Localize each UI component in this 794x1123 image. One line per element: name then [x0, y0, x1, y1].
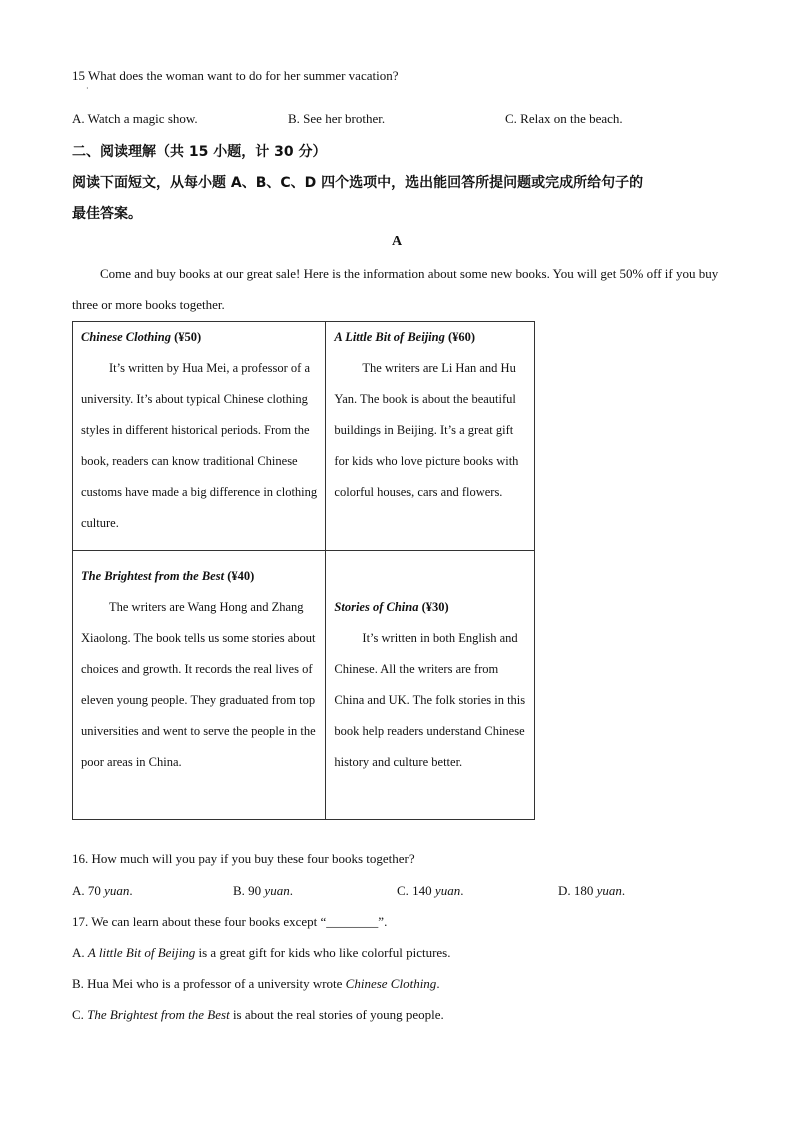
passage-intro: Come and buy books at our great sale! Here is the information about some new books. You will get 50% off if you buy three or more books together. — [72, 266, 719, 312]
book-cell-brightest-from-best — [73, 551, 326, 820]
book-cell-stories-of-china — [326, 551, 535, 820]
q16-option-c: C. 140 yuan. — [397, 883, 464, 898]
answer-blank: ________ — [326, 914, 379, 929]
q17-option-c: C. The Brightest from the Best is about the real stories of young people. — [72, 1007, 444, 1022]
q15-option-b: B. See her brother. — [288, 111, 386, 126]
book-price: (¥30) — [418, 600, 449, 614]
q16-option-d: D. 180 yuan. — [558, 883, 626, 898]
book-title: Chinese Clothing — [81, 330, 171, 344]
books-table — [72, 321, 535, 820]
q16-stem: 16. How much will you pay if you buy these four books together? — [72, 851, 415, 866]
book-title: A Little Bit of Beijing — [334, 330, 445, 344]
passage-label: A — [391, 234, 403, 249]
q17-option-b: B. Hua Mei who is a professor of a university wrote Chinese Clothing. — [72, 976, 440, 991]
book-title: Stories of China — [334, 600, 419, 614]
book-description: It’s written by Hua Mei, a professor of a university. It’s about typical Chinese clothing styles in different historical periods. From the book, readers can know traditional Chinese customs have made a big difference in clothing culture. — [81, 361, 318, 530]
book-price: (¥50) — [170, 330, 202, 344]
instruction-line-1: 阅读下面短文，从每小题 A、B、C、D 四个选项中，选出能回答所提问题或完成所给句子的 — [72, 175, 644, 191]
q16-option-a: A. 70 yuan. — [72, 883, 133, 898]
q16-option-b: B. 90 yuan. — [233, 883, 293, 898]
q17-stem: 17. We can learn about these four books except “________”. — [72, 914, 388, 929]
book-cell-little-bit-of-beijing — [326, 322, 535, 551]
book-price: (¥60) — [444, 330, 476, 344]
book-title: The Brightest from the Best — [81, 569, 225, 583]
book-description: The writers are Li Han and Hu Yan. The book is about the beautiful buildings in Beijing. It’s a great gift for kids who love picture books with colorful houses, cars and flowers. — [334, 361, 519, 499]
instruction-line-2: 最佳答案。 — [72, 206, 142, 222]
q15-option-a: A. Watch a magic show. — [72, 111, 198, 126]
book-description: It’s written in both English and Chinese. All the writers are from China and UK. The folk stories in this book help readers understand Chinese history and culture better. — [334, 631, 526, 769]
book-description: The writers are Wang Hong and Zhang Xiaolong. The book tells us some stories about choices and growth. It records the real lives of eleven young people. They graduated from top universities and went to serve the people in the poor areas in China. — [81, 600, 316, 769]
book-cell-chinese-clothing — [73, 322, 326, 551]
section-heading: 二、阅读理解（共 15 小题，计 30 分） — [72, 144, 327, 160]
q17-option-a: A. A little Bit of Beijing is a great gift for kids who like colorful pictures. — [72, 945, 451, 960]
stray-dot: · — [86, 84, 89, 93]
q15-stem: 15 What does the woman want to do for her summer vacation? — [72, 68, 399, 83]
q15-option-c: C. Relax on the beach. — [505, 111, 623, 126]
book-price: (¥40) — [224, 569, 255, 583]
